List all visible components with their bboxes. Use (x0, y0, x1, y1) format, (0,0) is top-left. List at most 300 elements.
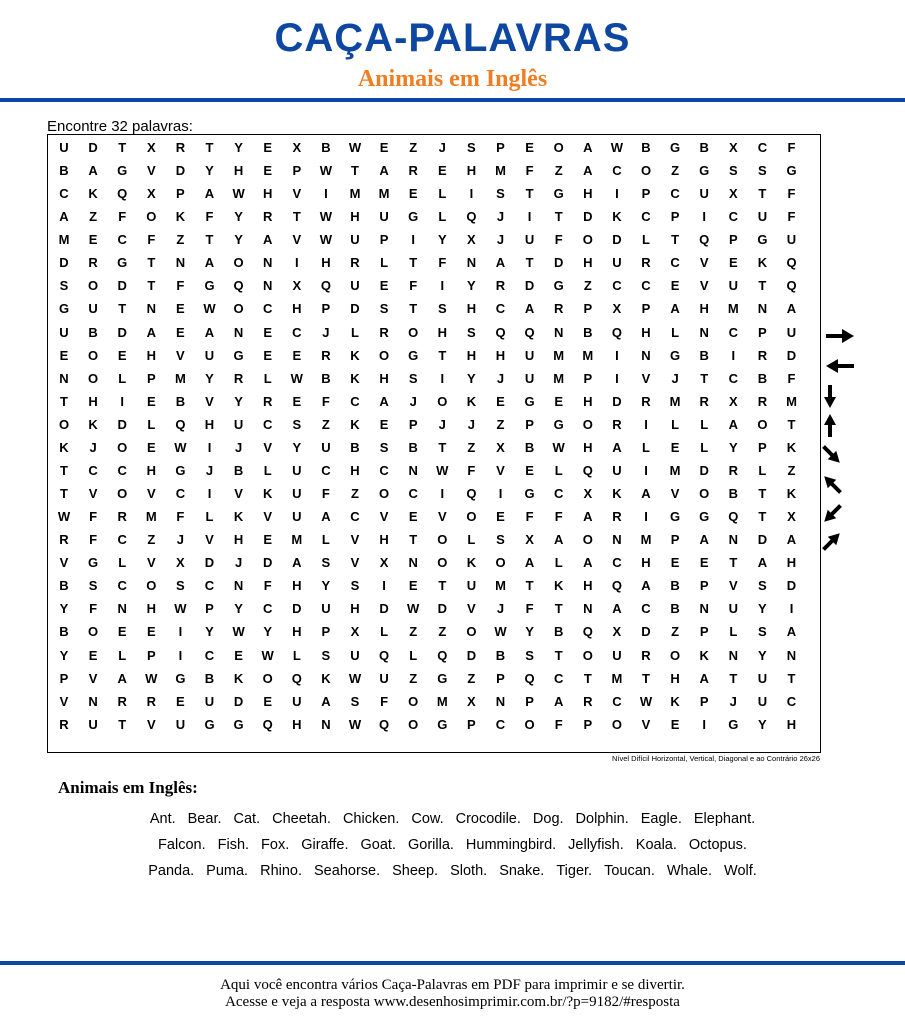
grid-letter[interactable]: I (120, 393, 124, 409)
grid-letter[interactable]: A (59, 209, 69, 225)
grid-letter[interactable]: U (88, 716, 98, 732)
grid-letter[interactable]: F (205, 209, 214, 225)
grid-letter[interactable]: A (379, 393, 389, 409)
grid-letter[interactable]: D (292, 601, 302, 617)
grid-letter[interactable]: W (319, 232, 333, 248)
grid-letter[interactable]: C (408, 486, 418, 502)
grid-letter[interactable]: U (757, 670, 768, 686)
grid-letter[interactable]: L (263, 462, 272, 478)
grid-letter[interactable]: E (146, 439, 156, 455)
grid-letter[interactable]: N (408, 555, 418, 571)
grid-letter[interactable]: Q (611, 578, 622, 594)
grid-letter[interactable]: U (88, 301, 98, 317)
grid-letter[interactable]: V (641, 370, 651, 386)
grid-letter[interactable]: W (319, 209, 333, 225)
grid-letter[interactable]: B (321, 140, 331, 155)
grid-letter[interactable]: A (524, 301, 535, 317)
grid-letter[interactable]: M (58, 232, 70, 248)
grid-letter[interactable]: T (758, 278, 767, 294)
grid-letter[interactable]: U (350, 232, 360, 248)
grid-letter[interactable]: L (438, 186, 447, 202)
grid-letter[interactable]: Z (583, 278, 592, 294)
grid-letter[interactable]: F (89, 532, 98, 548)
grid-letter[interactable]: W (348, 716, 362, 732)
grid-letter[interactable]: U (524, 370, 535, 386)
grid-letter[interactable]: U (204, 347, 215, 363)
grid-letter[interactable]: M (553, 370, 565, 386)
grid-letter[interactable]: U (786, 324, 797, 340)
grid-letter[interactable]: S (496, 186, 505, 202)
grid-letter[interactable]: B (59, 624, 69, 640)
grid-letter[interactable]: R (117, 509, 127, 525)
grid-letter[interactable]: E (670, 716, 680, 732)
grid-letter[interactable]: A (699, 670, 709, 686)
grid-letter[interactable]: H (786, 716, 797, 732)
grid-letter[interactable]: A (379, 163, 389, 179)
grid-letter[interactable]: C (88, 462, 98, 478)
grid-letter[interactable]: C (117, 532, 127, 548)
grid-letter[interactable]: I (294, 255, 299, 271)
grid-letter[interactable]: Q (582, 462, 593, 478)
grid-letter[interactable]: F (89, 601, 98, 617)
grid-letter[interactable]: G (553, 278, 564, 294)
grid-letter[interactable]: L (467, 532, 476, 548)
grid-letter[interactable]: I (702, 209, 706, 225)
grid-letter[interactable]: E (496, 509, 505, 525)
grid-letter[interactable]: H (641, 555, 651, 571)
grid-letter[interactable]: L (118, 555, 127, 571)
grid-letter[interactable]: L (671, 324, 680, 340)
grid-letter[interactable]: Y (234, 601, 243, 617)
grid-letter[interactable]: Y (525, 624, 534, 640)
grid-letter[interactable]: S (379, 439, 389, 455)
grid-letter[interactable]: C (757, 140, 768, 155)
grid-letter[interactable]: J (496, 601, 505, 617)
grid-letter[interactable]: S (59, 278, 69, 294)
grid-letter[interactable]: E (176, 324, 185, 340)
grid-letter[interactable]: J (496, 370, 505, 386)
grid-letter[interactable]: B (175, 393, 186, 409)
grid-letter[interactable]: F (321, 393, 330, 409)
grid-letter[interactable]: K (612, 209, 622, 225)
grid-letter[interactable]: G (553, 416, 564, 432)
grid-letter[interactable]: J (409, 393, 417, 409)
grid-letter[interactable]: G (233, 347, 244, 363)
grid-letter[interactable]: H (641, 324, 651, 340)
grid-letter[interactable]: E (263, 532, 273, 548)
grid-letter[interactable]: H (262, 186, 273, 202)
grid-letter[interactable]: H (583, 255, 593, 271)
grid-letter[interactable]: Y (234, 209, 243, 225)
grid-letter[interactable]: Z (351, 486, 359, 502)
grid-letter[interactable]: Y (758, 647, 767, 663)
grid-letter[interactable]: L (642, 232, 650, 248)
grid-letter[interactable]: U (175, 716, 186, 732)
grid-letter[interactable]: M (436, 693, 448, 709)
grid-letter[interactable]: L (292, 647, 301, 663)
grid-letter[interactable]: S (496, 532, 505, 548)
grid-letter[interactable]: H (146, 347, 156, 363)
grid-letter[interactable]: X (583, 486, 593, 502)
grid-letter[interactable]: U (321, 439, 331, 455)
grid-letter[interactable]: O (524, 716, 535, 732)
grid-letter[interactable]: Z (438, 624, 447, 640)
grid-letter[interactable]: G (728, 716, 739, 732)
grid-letter[interactable]: J (496, 232, 505, 248)
grid-letter[interactable]: K (670, 693, 680, 709)
grid-letter[interactable]: C (728, 209, 738, 225)
grid-letter[interactable]: B (495, 647, 506, 663)
grid-letter[interactable]: O (582, 416, 593, 432)
grid-letter[interactable]: V (699, 278, 709, 294)
grid-letter[interactable]: O (233, 255, 244, 271)
grid-letter[interactable]: A (204, 255, 215, 271)
grid-letter[interactable]: B (524, 439, 535, 455)
grid-letter[interactable]: M (495, 163, 506, 179)
grid-letter[interactable]: P (408, 416, 418, 432)
grid-letter[interactable]: G (175, 670, 186, 686)
grid-letter[interactable]: C (728, 370, 738, 386)
grid-letter[interactable]: J (234, 555, 243, 571)
grid-letter[interactable]: C (786, 693, 797, 709)
grid-letter[interactable]: M (669, 393, 681, 409)
grid-letter[interactable]: M (727, 301, 739, 317)
grid-letter[interactable]: T (787, 670, 796, 686)
grid-letter[interactable]: E (525, 462, 534, 478)
grid-letter[interactable]: V (59, 693, 69, 709)
grid-letter[interactable]: E (263, 347, 273, 363)
grid-letter[interactable]: D (612, 232, 622, 248)
grid-letter[interactable]: M (145, 509, 157, 525)
grid-letter[interactable]: R (553, 301, 564, 317)
grid-letter[interactable]: V (641, 716, 651, 732)
grid-letter[interactable]: L (351, 324, 359, 340)
grid-letter[interactable]: X (467, 232, 476, 248)
grid-letter[interactable]: A (641, 578, 651, 594)
grid-letter[interactable]: V (205, 532, 214, 548)
grid-letter[interactable]: F (554, 509, 563, 525)
grid-letter[interactable]: S (758, 624, 767, 640)
grid-letter[interactable]: Q (524, 324, 535, 340)
grid-letter[interactable]: K (350, 347, 360, 363)
grid-letter[interactable]: U (612, 255, 622, 271)
grid-letter[interactable]: U (524, 347, 535, 363)
grid-letter[interactable]: E (88, 647, 98, 663)
grid-letter[interactable]: K (175, 209, 186, 225)
grid-letter[interactable]: P (146, 370, 156, 386)
grid-letter[interactable]: N (262, 278, 273, 294)
grid-letter[interactable]: B (670, 601, 680, 617)
grid-letter[interactable]: C (204, 647, 215, 663)
grid-letter[interactable]: V (234, 486, 243, 502)
grid-letter[interactable]: X (379, 555, 389, 571)
grid-letter[interactable]: A (495, 255, 506, 271)
grid-letter[interactable]: F (147, 232, 156, 248)
grid-letter[interactable]: Q (728, 509, 739, 525)
grid-letter[interactable]: L (671, 416, 680, 432)
grid-letter[interactable]: F (787, 140, 796, 155)
grid-letter[interactable]: I (178, 647, 183, 663)
grid-letter[interactable]: T (525, 255, 534, 271)
grid-letter[interactable]: P (583, 370, 593, 386)
grid-letter[interactable]: Z (147, 532, 156, 548)
grid-letter[interactable]: B (59, 578, 69, 594)
grid-letter[interactable]: G (670, 140, 681, 155)
grid-letter[interactable]: O (437, 393, 448, 409)
grid-letter[interactable]: D (466, 647, 477, 663)
grid-letter[interactable]: C (612, 693, 622, 709)
grid-letter[interactable]: S (467, 324, 476, 340)
grid-letter[interactable]: P (758, 324, 767, 340)
grid-letter[interactable]: N (175, 255, 186, 271)
grid-letter[interactable]: V (379, 509, 389, 525)
grid-letter[interactable]: L (147, 416, 156, 432)
grid-letter[interactable]: Z (554, 163, 563, 179)
grid-letter[interactable]: E (263, 163, 273, 179)
grid-letter[interactable]: T (60, 486, 68, 502)
grid-letter[interactable]: L (729, 624, 738, 640)
grid-letter[interactable]: A (88, 163, 98, 179)
grid-letter[interactable]: Y (234, 140, 243, 155)
grid-letter[interactable]: S (408, 370, 418, 386)
grid-letter[interactable]: T (729, 670, 738, 686)
grid-letter[interactable]: P (525, 693, 534, 709)
grid-letter[interactable]: M (582, 347, 594, 363)
grid-letter[interactable]: C (641, 278, 651, 294)
grid-letter[interactable]: A (262, 232, 273, 248)
grid-letter[interactable]: N (262, 255, 273, 271)
grid-letter[interactable]: O (408, 693, 419, 709)
grid-letter[interactable]: K (466, 555, 477, 571)
grid-letter[interactable]: S (292, 416, 302, 432)
grid-letter[interactable]: O (582, 232, 593, 248)
grid-letter[interactable]: N (786, 647, 797, 663)
grid-letter[interactable]: F (554, 716, 563, 732)
grid-letter[interactable]: E (117, 624, 127, 640)
grid-letter[interactable]: Q (524, 670, 535, 686)
grid-letter[interactable]: A (728, 416, 738, 432)
grid-letter[interactable]: M (611, 670, 623, 686)
grid-letter[interactable]: T (758, 509, 767, 525)
grid-letter[interactable]: G (233, 716, 244, 732)
grid-letter[interactable]: K (699, 647, 709, 663)
grid-letter[interactable]: H (466, 163, 477, 179)
grid-letter[interactable]: G (553, 186, 564, 202)
grid-letter[interactable]: N (757, 301, 768, 317)
grid-letter[interactable]: N (59, 370, 69, 386)
grid-letter[interactable]: J (438, 416, 446, 432)
grid-letter[interactable]: B (641, 140, 651, 155)
grid-letter[interactable]: W (436, 462, 449, 478)
grid-letter[interactable]: S (728, 163, 738, 179)
grid-letter[interactable]: Z (467, 670, 476, 686)
grid-letter[interactable]: G (786, 163, 797, 179)
grid-letter[interactable]: C (117, 578, 127, 594)
grid-letter[interactable]: F (176, 509, 185, 525)
grid-letter[interactable]: E (728, 255, 738, 271)
grid-letter[interactable]: Q (466, 209, 477, 225)
grid-letter[interactable]: S (350, 693, 360, 709)
grid-letter[interactable]: V (88, 670, 98, 686)
grid-letter[interactable]: J (729, 693, 737, 709)
grid-letter[interactable]: T (205, 140, 214, 155)
grid-letter[interactable]: X (176, 555, 185, 571)
grid-letter[interactable]: Q (699, 232, 710, 248)
grid-letter[interactable]: W (494, 624, 507, 640)
grid-letter[interactable]: R (408, 163, 418, 179)
grid-letter[interactable]: Q (262, 716, 273, 732)
grid-letter[interactable]: P (321, 301, 331, 317)
grid-letter[interactable]: C (262, 601, 273, 617)
grid-letter[interactable]: H (699, 301, 709, 317)
grid-letter[interactable]: M (786, 393, 797, 409)
grid-letter[interactable]: B (583, 324, 593, 340)
grid-letter[interactable]: B (728, 486, 738, 502)
grid-letter[interactable]: M (291, 532, 303, 548)
grid-letter[interactable]: K (321, 670, 331, 686)
grid-letter[interactable]: C (292, 324, 302, 340)
grid-letter[interactable]: W (57, 509, 71, 525)
grid-letter[interactable]: M (349, 186, 361, 202)
grid-letter[interactable]: U (786, 232, 797, 248)
grid-letter[interactable]: B (757, 370, 768, 386)
grid-letter[interactable]: T (671, 232, 680, 248)
grid-letter[interactable]: U (350, 647, 360, 663)
grid-letter[interactable]: W (348, 670, 362, 686)
grid-letter[interactable]: E (525, 140, 534, 155)
grid-letter[interactable]: T (554, 601, 563, 617)
grid-letter[interactable]: I (469, 186, 474, 202)
grid-letter[interactable]: N (612, 532, 622, 548)
grid-letter[interactable]: V (263, 439, 273, 455)
grid-letter[interactable]: Y (437, 232, 447, 248)
grid-letter[interactable]: G (524, 393, 535, 409)
grid-letter[interactable]: T (118, 716, 127, 732)
grid-letter[interactable]: M (495, 578, 506, 594)
grid-letter[interactable]: H (292, 624, 302, 640)
grid-letter[interactable]: W (348, 140, 362, 155)
grid-letter[interactable]: P (496, 670, 505, 686)
grid-letter[interactable]: L (263, 370, 272, 386)
grid-letter[interactable]: U (233, 416, 244, 432)
grid-letter[interactable]: I (440, 486, 445, 502)
grid-letter[interactable]: L (758, 462, 767, 478)
grid-letter[interactable]: P (496, 140, 505, 155)
grid-letter[interactable]: C (612, 278, 622, 294)
grid-letter[interactable]: A (321, 509, 331, 525)
grid-letter[interactable]: U (350, 278, 360, 294)
grid-letter[interactable]: F (409, 278, 418, 294)
grid-letter[interactable]: G (524, 486, 535, 502)
grid-letter[interactable]: L (321, 532, 330, 548)
grid-letter[interactable]: R (641, 647, 651, 663)
grid-letter[interactable]: T (642, 670, 650, 686)
grid-letter[interactable]: T (787, 416, 796, 432)
grid-letter[interactable]: Y (205, 624, 214, 640)
grid-letter[interactable]: Q (786, 278, 797, 294)
grid-letter[interactable]: E (146, 624, 156, 640)
grid-letter[interactable]: P (699, 693, 709, 709)
grid-letter[interactable]: U (59, 324, 69, 340)
grid-letter[interactable]: F (787, 186, 796, 202)
grid-letter[interactable]: V (263, 509, 273, 525)
grid-letter[interactable]: G (408, 209, 419, 225)
grid-letter[interactable]: O (88, 278, 99, 294)
grid-letter[interactable]: G (670, 347, 681, 363)
grid-letter[interactable]: I (731, 347, 736, 363)
grid-letter[interactable]: G (757, 232, 768, 248)
grid-letter[interactable]: O (146, 209, 157, 225)
grid-letter[interactable]: I (644, 462, 648, 478)
grid-letter[interactable]: I (178, 624, 183, 640)
grid-letter[interactable]: D (204, 555, 215, 571)
grid-letter[interactable]: F (438, 255, 447, 271)
grid-letter[interactable]: F (554, 232, 563, 248)
grid-letter[interactable]: H (583, 578, 593, 594)
grid-letter[interactable]: P (146, 647, 156, 663)
grid-letter[interactable]: Q (320, 278, 331, 294)
grid-letter[interactable]: T (525, 578, 534, 594)
grid-letter[interactable]: T (147, 255, 156, 271)
grid-letter[interactable]: C (495, 301, 506, 317)
grid-letter[interactable]: T (409, 255, 418, 271)
grid-letter[interactable]: S (379, 301, 389, 317)
grid-letter[interactable]: P (379, 232, 389, 248)
grid-letter[interactable]: R (262, 209, 273, 225)
grid-letter[interactable]: V (88, 486, 98, 502)
grid-letter[interactable]: O (437, 555, 448, 571)
grid-letter[interactable]: B (699, 140, 709, 155)
grid-letter[interactable]: N (728, 532, 738, 548)
grid-letter[interactable]: G (670, 509, 681, 525)
grid-letter[interactable]: T (118, 301, 127, 317)
grid-letter[interactable]: H (350, 601, 360, 617)
grid-letter[interactable]: Q (117, 186, 128, 202)
grid-letter[interactable]: J (89, 439, 97, 455)
grid-letter[interactable]: Y (205, 163, 214, 179)
grid-letter[interactable]: J (205, 462, 214, 478)
grid-letter[interactable]: B (88, 324, 98, 340)
grid-letter[interactable]: G (117, 163, 128, 179)
grid-letter[interactable]: L (380, 255, 389, 271)
grid-letter[interactable]: W (610, 140, 624, 155)
grid-letter[interactable]: G (175, 462, 186, 478)
grid-letter[interactable]: L (554, 555, 563, 571)
grid-letter[interactable]: N (466, 255, 477, 271)
grid-letter[interactable]: D (641, 624, 651, 640)
grid-letter[interactable]: R (146, 693, 156, 709)
grid-letter[interactable]: R (88, 255, 98, 271)
grid-letter[interactable]: U (292, 509, 302, 525)
grid-letter[interactable]: O (495, 555, 506, 571)
grid-letter[interactable]: A (786, 624, 797, 640)
grid-letter[interactable]: Z (409, 624, 418, 640)
grid-letter[interactable]: O (88, 624, 99, 640)
grid-letter[interactable]: O (582, 647, 593, 663)
grid-letter[interactable]: O (146, 578, 157, 594)
grid-letter[interactable]: P (641, 301, 651, 317)
grid-letter[interactable]: O (466, 624, 477, 640)
grid-letter[interactable]: C (670, 186, 680, 202)
grid-letter[interactable]: F (118, 209, 127, 225)
grid-letter[interactable]: G (437, 670, 448, 686)
grid-letter[interactable]: V (146, 555, 156, 571)
grid-letter[interactable]: O (466, 509, 477, 525)
grid-letter[interactable]: H (495, 347, 506, 363)
grid-letter[interactable]: M (640, 532, 652, 548)
grid-letter[interactable]: K (88, 186, 98, 202)
grid-letter[interactable]: G (58, 301, 70, 317)
